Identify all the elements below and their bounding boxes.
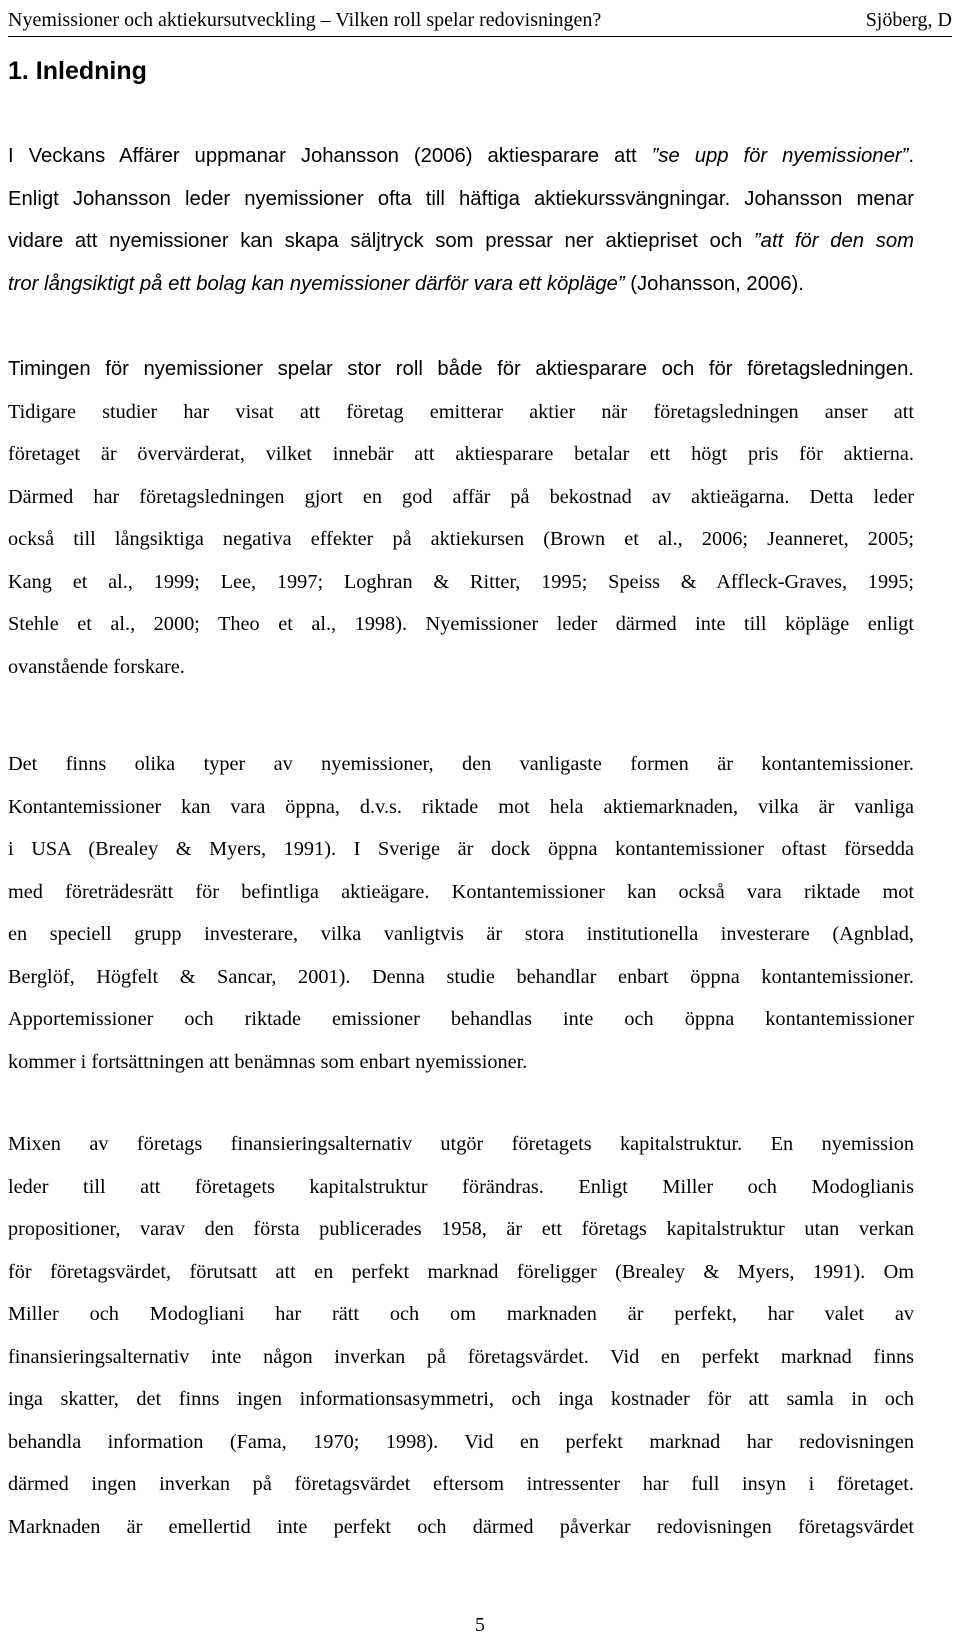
paragraph-intro — [8, 135, 914, 305]
text-segment: Miller och Modogliani har rätt och om marknaden är perfekt, har valet av — [8, 1303, 914, 1325]
text-line — [8, 178, 914, 221]
text-line — [8, 1251, 914, 1294]
text-segment: behandla information (Fama, 1970; 1998). Vid en perfekt marknad har redovisningen — [8, 1430, 914, 1453]
section-heading: 1. Inledning — [8, 57, 147, 85]
text-segment: tror långsiktigt på ett bolag kan nyemissioner därför vara ett köpläge” — [8, 272, 625, 295]
page-number: 5 — [475, 1614, 485, 1636]
text-line — [8, 433, 914, 476]
paragraph-emission-types — [8, 743, 914, 1083]
text-segment: (Johansson, 2006). — [624, 272, 804, 295]
text-line — [8, 1463, 914, 1506]
paragraph-capital-structure — [8, 1123, 914, 1548]
text-segment: en speciell grupp investerare, vilka vanligtvis är stora institutionella investerare (Agnblad, — [8, 923, 914, 945]
header-author: Sjöberg, D — [865, 9, 952, 31]
text-line — [8, 1041, 914, 1084]
text-line — [8, 1378, 914, 1421]
text-line — [8, 871, 914, 914]
text-segment: inga skatter, det finns ingen informationsasymmetri, och inga kostnader för att samla in och — [8, 1388, 914, 1410]
text-segment: finansieringsalternativ inte någon inverkan på företagsvärdet. Vid en perfekt marknad finns — [8, 1345, 914, 1368]
text-segment: propositioner, varav den första publicerades 1958, är ett företags kapitalstruktur utan verkan — [8, 1218, 914, 1240]
text-segment: i USA (Brealey & Myers, 1991). I Sverige är dock öppna kontantemissioner oftast försedda — [8, 838, 914, 860]
text-line — [8, 743, 914, 786]
text-segment: kommer i fortsättningen att benämnas som enbart nyemissioner. — [8, 1050, 528, 1073]
text-segment: Stehle et al., 2000; Theo et al., 1998). Nyemissioner leder därmed inte till köpläge enligt — [8, 613, 914, 635]
text-line — [8, 603, 914, 646]
text-line — [8, 913, 914, 956]
text-segment: därmed ingen inverkan på företagsvärdet eftersom intressenter har full insyn i företaget. — [8, 1473, 914, 1495]
text-segment: I Veckans Affärer uppmanar Johansson (2006) aktiesparare att — [8, 145, 652, 167]
text-line — [8, 1336, 914, 1379]
text-segment: företaget är övervärderat, vilket innebär att aktiesparare betalar ett högt pris för aktierna. — [8, 443, 914, 465]
text-segment: ovanstående forskare. — [8, 655, 185, 678]
text-line — [8, 348, 914, 391]
text-line — [8, 1166, 914, 1209]
text-segment: Timingen för nyemissioner spelar stor roll både för aktiesparare och för företagsledningen. — [8, 358, 914, 380]
text-segment: Mixen av företags finansieringsalternativ utgör företagets kapitalstruktur. En nyemission — [8, 1133, 914, 1155]
text-segment: Kontantemissioner kan vara öppna, d.v.s. riktade mot hela aktiemarknaden, vilka är vanliga — [8, 795, 914, 818]
text-segment: Det finns olika typer av nyemissioner, den vanligaste formen är kontantemissioner. — [8, 753, 914, 775]
text-segment: leder till att företagets kapitalstruktur förändras. Enligt Miller och Modoglianis — [8, 1175, 914, 1198]
text-segment: vidare att nyemissioner kan skapa säljtryck som pressar ner aktiepriset och — [8, 230, 754, 252]
text-line — [8, 1421, 914, 1464]
header-title: Nyemissioner och aktiekursutveckling – Vilken roll spelar redovisningen? — [8, 9, 602, 31]
text-segment: ”att för den som — [753, 230, 915, 252]
text-line — [8, 476, 914, 519]
text-segment: också till långsiktiga negativa effekter på aktiekursen (Brown et al., 2006; Jeanneret, 2005; — [8, 528, 914, 550]
text-segment: Kang et al., 1999; Lee, 1997; Loghran & Ritter, 1995; Speiss & Affleck-Graves, 1995; — [8, 570, 914, 593]
text-segment: Marknaden är emellertid inte perfekt och därmed påverkar redovisningen företagsvärdet — [8, 1515, 914, 1538]
text-line — [8, 786, 914, 829]
text-line — [8, 998, 914, 1041]
text-line — [8, 1506, 914, 1549]
text-segment: för företagsvärdet, förutsatt att en perfekt marknad föreligger (Brealey & Myers, 1991). Om — [8, 1260, 914, 1283]
text-segment: Enligt Johansson leder nyemissioner ofta till häftiga aktiekurssvängningar. Johansson menar — [8, 187, 914, 210]
running-header — [8, 6, 952, 37]
text-segment: Apportemissioner och riktade emissioner behandlas inte och öppna kontantemissioner — [8, 1008, 914, 1030]
text-line — [8, 220, 914, 263]
text-line — [8, 518, 914, 561]
text-line — [8, 561, 914, 604]
text-line — [8, 956, 914, 999]
text-line — [8, 646, 914, 689]
text-segment: . — [908, 145, 914, 167]
text-line — [8, 263, 914, 306]
text-line — [8, 1208, 914, 1251]
text-line — [8, 135, 914, 178]
paragraph-timing — [8, 348, 914, 688]
text-line — [8, 391, 914, 434]
text-line — [8, 1293, 914, 1336]
text-segment: ”se upp för nyemissioner” — [651, 145, 909, 167]
text-segment: Berglöf, Högfelt & Sancar, 2001). Denna studie behandlar enbart öppna kontantemissioner. — [8, 965, 914, 988]
text-segment: Tidigare studier har visat att företag emitterar aktier när företagsledningen anser att — [8, 400, 914, 423]
text-line — [8, 1123, 914, 1166]
text-segment: med företrädesrätt för befintliga aktieägare. Kontantemissioner kan också vara riktade mot — [8, 880, 914, 903]
text-segment: Därmed har företagsledningen gjort en god affär på bekostnad av aktieägarna. Detta leder — [8, 485, 914, 508]
text-line — [8, 828, 914, 871]
